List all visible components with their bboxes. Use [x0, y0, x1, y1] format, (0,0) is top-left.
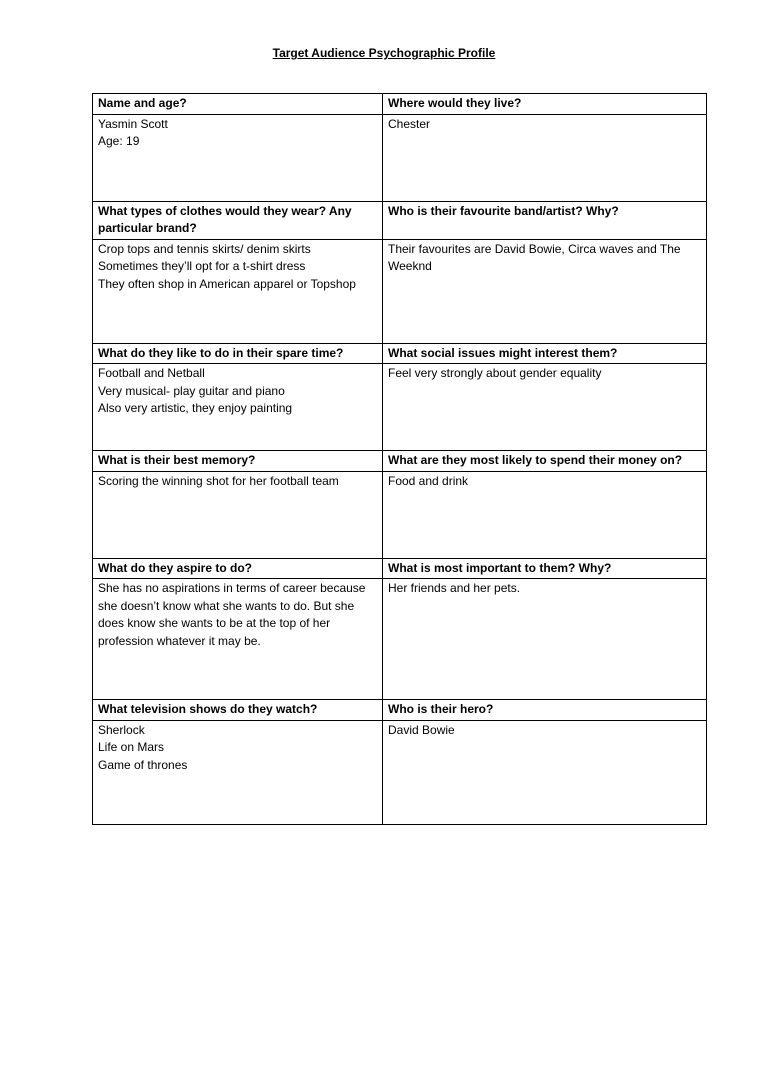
answer-line: Crop tops and tennis skirts/ denim skirts: [98, 241, 311, 256]
answer-line: Food and drink: [388, 473, 469, 488]
answer-row: [93, 720, 707, 824]
answer-line: Feel very strongly about gender equality: [388, 366, 602, 380]
answer-cell: [93, 579, 383, 700]
answer-line: Her friends and her pets.: [388, 581, 521, 595]
answer-line: Their favourites are David Bowie, Circa waves and The Weeknd: [388, 241, 681, 273]
answer-cell: [93, 239, 383, 343]
answer-line: Sherlock: [98, 722, 145, 737]
answer-line: She has no aspirations in terms of career because she doesn’t know what she wants to do. But she does know she wants to be at the top of her profession whatever it may be.: [98, 581, 366, 648]
answer-line: Life on Mars: [98, 740, 165, 754]
question-cell: What television shows do they watch?: [93, 700, 383, 721]
question-cell: What do they aspire to do?: [93, 558, 383, 579]
question-row: [93, 451, 707, 472]
answer-cell: [93, 114, 383, 201]
answer-line: David Bowie: [388, 722, 455, 737]
question-cell: What are they most likely to spend their money on?: [383, 451, 707, 472]
question-cell: What social issues might interest them?: [383, 343, 707, 364]
question-cell: Who is their hero?: [383, 700, 707, 721]
answer-cell: [383, 579, 707, 700]
page-title: Target Audience Psychographic Profile: [272, 46, 496, 60]
answer-row: [93, 114, 707, 201]
answer-line: They often shop in American apparel or Topshop: [98, 276, 356, 291]
answer-cell: [383, 471, 707, 558]
answer-line: Game of thrones: [98, 757, 188, 772]
question-row: [93, 343, 707, 364]
profile-table: [92, 93, 707, 825]
answer-cell: [383, 720, 707, 824]
question-cell: What is their best memory?: [93, 451, 383, 472]
question-cell: Who is their favourite band/artist? Why?: [383, 201, 707, 239]
question-row: [93, 94, 707, 115]
answer-line: Chester: [388, 116, 431, 131]
answer-row: [93, 579, 707, 700]
question-cell: Where would they live?: [383, 94, 707, 115]
answer-line: Sometimes they’ll opt for a t-shirt dress: [98, 259, 306, 273]
answer-line: Very musical- play guitar and piano: [98, 383, 285, 398]
answer-cell: [383, 364, 707, 451]
answer-cell: [383, 239, 707, 343]
question-row: [93, 558, 707, 579]
answer-row: [93, 471, 707, 558]
answer-line: Yasmin Scott: [98, 116, 168, 131]
answer-line: Age: 19: [98, 134, 140, 148]
answer-cell: [383, 114, 707, 201]
answer-line: Football and Netball: [98, 366, 205, 380]
question-cell: Name and age?: [93, 94, 383, 115]
answer-cell: [93, 720, 383, 824]
answer-line: Also very artistic, they enjoy painting: [98, 401, 293, 415]
answer-cell: [93, 471, 383, 558]
question-row: [93, 700, 707, 721]
question-cell: What do they like to do in their spare time?: [93, 343, 383, 364]
answer-row: [93, 239, 707, 343]
answer-row: [93, 364, 707, 451]
answer-cell: [93, 364, 383, 451]
answer-line: Scoring the winning shot for her football team: [98, 473, 339, 488]
question-cell: What types of clothes would they wear? Any particular brand?: [93, 201, 383, 239]
question-row: [93, 201, 707, 239]
question-cell: What is most important to them? Why?: [383, 558, 707, 579]
